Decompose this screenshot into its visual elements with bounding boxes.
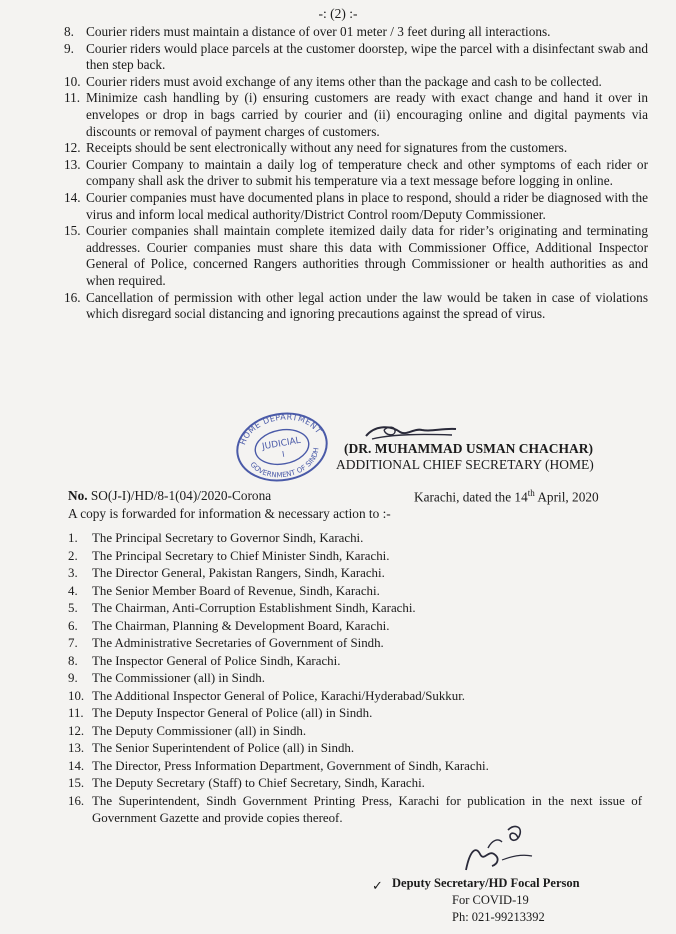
copy-text: The Deputy Commissioner (all) in Sindh. [92,723,307,738]
copy-number: 15. [68,776,85,790]
rule-item [64,140,648,157]
rule-text: Courier riders would place parcels at the customer doorstep, wipe the parcel with a disinfectant swab and then step back. [86,40,648,73]
copy-item [68,653,642,671]
rules-list [64,24,648,323]
copy-item [68,600,642,618]
signature-focal-person [458,820,538,878]
copy-text: The Deputy Inspector General of Police (all) in Sindh. [92,706,373,720]
rule-item [64,90,648,140]
copy-text: The Additional Inspector General of Police, Karachi/Hyderabad/Sukkur. [92,688,465,703]
copy-number: 12. [68,723,85,738]
rule-text: Cancellation of permission with other legal action under the law would be taken in case of violations which disregard social distancing and ignoring precautions against the spread of virus. [86,289,648,322]
signatory-name: (DR. MUHAMMAD USMAN CHACHAR) [344,441,593,456]
copy-item [68,705,642,723]
copy-number: 14. [68,758,85,773]
dated-superscript: th [527,488,535,498]
reference-number [68,488,271,504]
copy-text: The Director, Press Information Department, Government of Sindh, Karachi. [92,758,489,773]
rule-number: 11. [64,90,81,106]
copy-item [68,670,642,688]
rule-number: 10. [64,73,81,89]
dated-line [414,488,599,505]
stamp-graphic [228,403,335,491]
copy-number: 13. [68,741,85,755]
focal-person-subtitle: For COVID-19 [452,893,529,907]
copy-forwarded-list [68,530,642,828]
copy-text: The Chairman, Planning & Development Board, Karachi. [92,618,390,633]
rule-text: Receipts should be sent electronically without any need for signatures from the customers. [86,140,568,156]
rule-number: 12. [64,140,81,156]
forward-line: A copy is forwarded for information & necessary action to :- [68,506,391,521]
dated-prefix: Karachi, dated the 14 [414,489,528,505]
rule-text: Courier companies shall maintain complete itemized daily data for rider’s originating and terminating addresses. Courier companies must share this data with Commissioner Office, Additional Inspector General of Police, concerned Rangers authorities through Commissioner or health authorities as and when required. [86,223,648,288]
rule-text: Courier companies must have documented plans in place to respond, should a rider be diagnosed with the virus and inform local medical authority/District Control room/Deputy Commissioner. [86,189,648,222]
focal-person-title: Deputy Secretary/HD Focal Person [392,876,580,890]
signatory-title: ADDITIONAL CHIEF SECRETARY (HOME) [336,457,594,472]
rule-item [64,157,648,190]
copy-item [68,775,642,793]
svg-text:GOVERNMENT OF SINDH: GOVERNMENT OF SINDH [248,447,321,480]
official-stamp [228,403,335,491]
copy-item [68,723,642,741]
rule-number: 15. [64,223,81,239]
copy-text: The Senior Superintendent of Police (all) in Sindh. [92,741,355,755]
copy-item [68,530,642,548]
copy-number: 1. [68,531,78,545]
copy-item [68,635,642,653]
rule-text: Courier riders must avoid exchange of any items other than the package and cash to be collected. [86,73,602,89]
copy-number: 10. [68,688,85,703]
copy-number: 16. [68,793,85,808]
rule-item [64,74,648,91]
rule-item [64,190,648,223]
page-number: -: (2) :- [318,6,358,21]
copy-text: The Principal Secretary to Chief Minister Sindh, Karachi. [92,548,390,563]
svg-text:JUDICIAL: JUDICIAL [261,435,302,453]
copy-number: 7. [68,636,78,650]
copy-number: 11. [68,706,84,720]
copy-item [68,688,642,706]
rule-text: Courier riders must maintain a distance of over 01 meter / 3 feet during all interactions. [86,24,551,39]
copy-item [68,565,642,583]
copy-item [68,758,642,776]
copy-text: The Administrative Secretaries of Government of Sindh. [92,636,384,650]
copy-item [68,793,642,828]
copy-text: The Inspector General of Police Sindh, Karachi. [92,653,341,668]
rule-number: 16. [64,289,81,305]
copy-text: The Senior Member Board of Revenue, Sindh, Karachi. [92,583,380,598]
reference-prefix: No. [68,488,88,503]
rule-text: Minimize cash handling by (i) ensuring customers are ready with exact change and hand it over in envelopes or drop in bags carried by courier and (ii) encouraging online and digital payments via discounts or removal of payment charges of customers. [86,90,648,139]
copy-item [68,583,642,601]
svg-text:HOME DEPARTMENT: HOME DEPARTMENT [238,412,324,447]
rule-item [64,41,648,74]
copy-text: The Deputy Secretary (Staff) to Chief Secretary, Sindh, Karachi. [92,776,425,790]
copy-item [68,740,642,758]
copy-number: 4. [68,583,78,598]
rule-number: 14. [64,189,81,205]
copy-number: 5. [68,601,78,615]
rule-number: 8. [64,24,74,39]
copy-number: 8. [68,653,78,668]
rule-item [64,223,648,289]
rule-item [64,24,648,41]
rule-item [64,290,648,323]
copy-number: 3. [68,566,78,580]
copy-number: 9. [68,671,78,685]
copy-text: The Director General, Pakistan Rangers, Sindh, Karachi. [92,566,385,580]
focal-person-phone: Ph: 021-99213392 [452,910,545,924]
copy-item [68,618,642,636]
copy-item [68,548,642,566]
copy-text: The Commissioner (all) in Sindh. [92,671,265,685]
copy-number: 2. [68,548,78,563]
signature-tick-mark: ✓ [372,878,383,893]
copy-text: The Chairman, Anti-Corruption Establishment Sindh, Karachi. [92,601,416,615]
reference-code: SO(J-I)/HD/8-1(04)/2020-Corona [90,488,272,503]
rule-text: Courier Company to maintain a daily log of temperature check and other symptoms of each rider or company shall ask the driver to submit his temperature via a text message before logging in online. [86,156,648,189]
copy-number: 6. [68,618,78,633]
rule-number: 9. [64,40,74,56]
copy-text: The Superintendent, Sindh Government Printing Press, Karachi for publication in the next issue of Government Gazette and provide copies thereof. [92,793,642,825]
rule-number: 13. [64,156,81,172]
copy-text: The Principal Secretary to Governor Sindh, Karachi. [92,531,364,545]
dated-suffix: April, 2020 [534,489,599,505]
svg-text:I: I [281,449,286,460]
